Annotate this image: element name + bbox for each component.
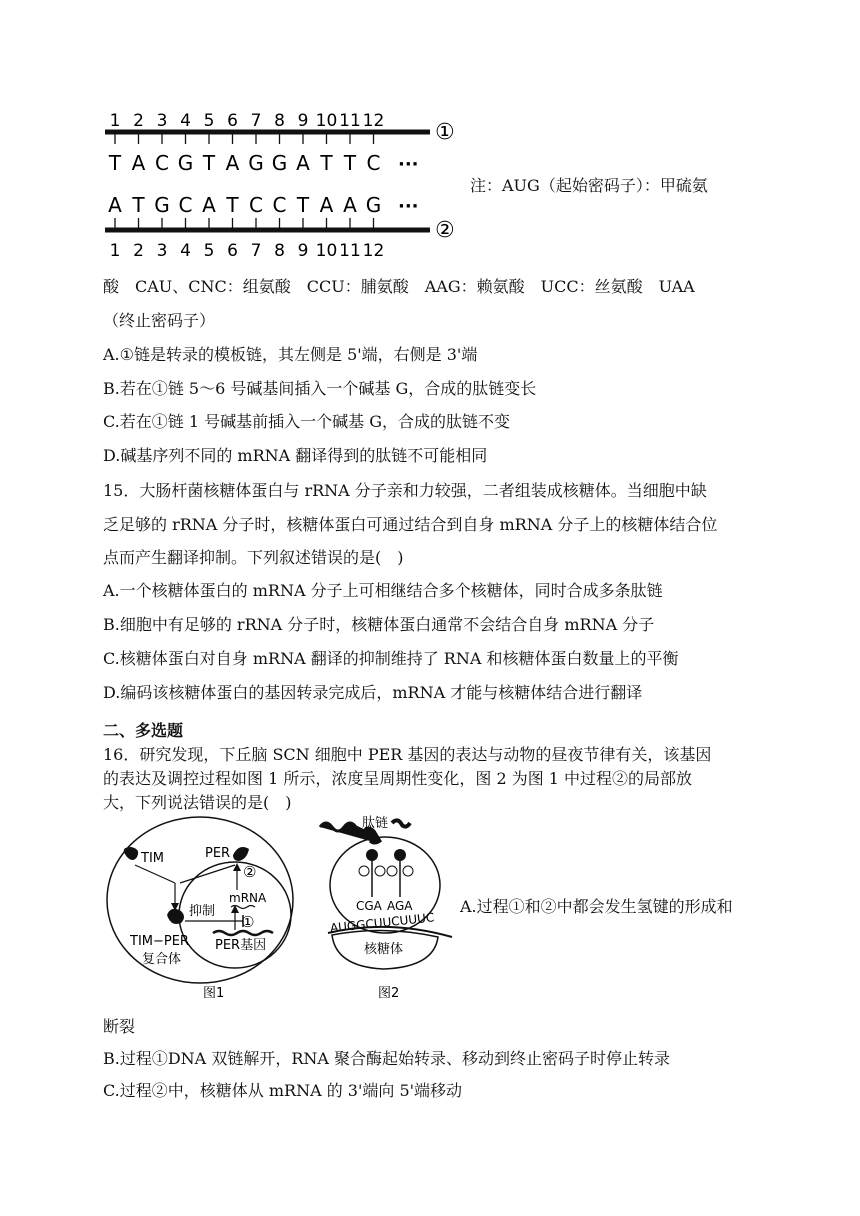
- trna-1-top: [366, 849, 378, 861]
- position-number: 3: [156, 111, 168, 131]
- strand-1-base: G: [271, 151, 288, 175]
- codon-note-line1: 注：AUG（起始密码子）：甲硫氨: [470, 176, 708, 195]
- strand-1-label: ①: [435, 120, 455, 145]
- trna-2-loop-left: [387, 866, 397, 876]
- strand-1-ellipsis: ···: [398, 154, 419, 175]
- q15-option-d: D.编码该核糖体蛋白的基因转录完成后，mRNA 才能与核糖体结合进行翻译: [103, 683, 643, 702]
- strand-2-base: A: [319, 193, 334, 217]
- strand-2-base: C: [249, 193, 263, 217]
- codon-note-line2: 酸 CAU、CNC：组氨酸 CCU：脯氨酸 AAG：赖氨酸 UCC：丝氨酸 UAA: [103, 277, 695, 296]
- position-number: 5: [203, 241, 215, 261]
- strand-1-base: A: [225, 151, 240, 175]
- figure-2-translation-detail: [320, 815, 460, 1005]
- q14-option-a: A.①链是转录的模板链，其左侧是 5'端，右侧是 3'端: [103, 345, 478, 364]
- ribosome-label: 核糖体: [364, 942, 404, 957]
- per-label: PER: [205, 846, 231, 861]
- position-number: 4: [180, 111, 191, 131]
- strand-2-base: T: [296, 193, 310, 217]
- section-title: 二、多选题: [103, 721, 184, 740]
- q16-stem-line3: 大，下列说法错误的是( ): [103, 793, 292, 812]
- strand-2-base: A: [343, 193, 357, 217]
- trna-2-top: [394, 849, 406, 861]
- arrow-head-translation: [233, 863, 241, 871]
- figure-1-caption: 图1: [203, 986, 225, 1001]
- strand-1-base: A: [296, 151, 310, 175]
- position-number: 8: [274, 111, 285, 131]
- trna-1-loop-right: [375, 866, 385, 876]
- position-number: 8: [274, 241, 285, 261]
- q15-stem-line1: 15．大肠杆菌核糖体蛋白与 rRNA 分子亲和力较强，二者组装成核糖体。当细胞中缺: [103, 481, 707, 500]
- peptide-label: 肽链: [362, 816, 389, 831]
- position-number: 3: [156, 241, 168, 261]
- trna-1-loop-left: [359, 866, 369, 876]
- position-number: 2: [133, 111, 144, 131]
- position-number: 9: [297, 111, 309, 131]
- position-number: 7: [250, 111, 262, 131]
- position-number: 10: [315, 241, 338, 261]
- step-2-label: ②: [243, 863, 257, 881]
- q15-option-c: C.核糖体蛋白对自身 mRNA 翻译的抑制维持了 RNA 和核糖体蛋白数量上的平衡: [103, 649, 679, 668]
- per-gene-dna: [213, 931, 273, 935]
- anticodon-2: AGA: [387, 899, 413, 913]
- arrow-per-to-complex: [180, 865, 235, 883]
- strand-2-base: C: [272, 193, 287, 217]
- q16-option-c: C.过程②中，核糖体从 mRNA 的 3'端向 5'端移动: [103, 1081, 463, 1100]
- position-number: 4: [180, 241, 191, 261]
- tim-protein-icon: [124, 847, 138, 860]
- position-number: 7: [250, 241, 262, 261]
- per-protein-icon: [233, 847, 249, 861]
- strand-1-base: T: [320, 151, 333, 175]
- position-number: 11: [339, 111, 361, 131]
- q15-option-b: B.细胞中有足够的 rRNA 分子时，核糖体蛋白通常不会结合自身 mRNA 分子: [103, 615, 655, 634]
- q14-option-b: B.若在①链 5～6 号碱基间插入一个碱基 G，合成的肽链变长: [103, 379, 537, 398]
- tim-per-complex-icon: [167, 909, 184, 924]
- position-number: 1: [109, 111, 121, 131]
- figure-2-caption: 图2: [378, 986, 400, 1001]
- q14-option-d: D.碱基序列不同的 mRNA 翻译得到的肽链不可能相同: [103, 446, 488, 465]
- mrna-label: mRNA: [229, 891, 267, 905]
- strand-1-base: T: [108, 151, 122, 175]
- strand-2-ellipsis: ···: [398, 196, 419, 217]
- strand-1-base: C: [155, 151, 169, 175]
- figure-1-per-gene-regulation: [105, 815, 305, 1005]
- q16-option-a-line1: A.过程①和②中都会发生氢键的形成和: [460, 897, 733, 916]
- position-number: 6: [227, 241, 238, 261]
- step-1-label: ①: [241, 913, 255, 931]
- strand-2-base: G: [365, 193, 382, 217]
- complex-label-line2: 复合体: [142, 952, 182, 967]
- q16-stem-line1: 16．研究发现，下丘脑 SCN 细胞中 PER 基因的表达与动物的昼夜节律有关，该基因: [103, 745, 712, 764]
- strand-1-base: G: [177, 151, 194, 175]
- tim-label: TIM: [141, 851, 164, 866]
- strand-2-base: A: [202, 193, 216, 217]
- q16-option-a-line2: 断裂: [103, 1017, 136, 1036]
- q15-option-a: A.一个核糖体蛋白的 mRNA 分子上可相继结合多个核糖体，同时合成多条肽链: [103, 581, 663, 600]
- strand-2-label: ②: [435, 218, 455, 243]
- strand-1-base: A: [131, 151, 146, 175]
- peptide-fragment-icon: [392, 820, 410, 826]
- q16-option-b: B.过程①DNA 双链解开，RNA 聚合酶起始转录、移动到终止密码子时停止转录: [103, 1049, 671, 1068]
- position-number: 12: [362, 111, 385, 131]
- q15-stem-line2: 乏足够的 rRNA 分子时，核糖体蛋白可通过结合到自身 mRNA 分子上的核糖体结合位: [103, 515, 718, 534]
- per-gene-label: PER基因: [215, 938, 267, 953]
- arrow-tim-to-complex: [135, 865, 175, 883]
- q14-option-c: C.若在①链 1 号碱基前插入一个碱基 G，合成的肽链不变: [103, 412, 510, 431]
- q15-stem-line3: 点而产生翻译抑制。下列叙述错误的是( ): [103, 548, 404, 567]
- codon-note-line3: （终止密码子）: [103, 311, 216, 330]
- strand-1-base: T: [343, 151, 357, 175]
- position-number: 9: [297, 241, 309, 261]
- strand-2-base: A: [108, 193, 122, 217]
- position-number: 2: [133, 241, 144, 261]
- position-number: 5: [203, 111, 215, 131]
- anticodon-1: CGA: [356, 899, 382, 913]
- strand-1-base: G: [248, 151, 264, 175]
- strand-2-base: G: [154, 193, 170, 217]
- position-number: 10: [315, 111, 338, 131]
- mrna-sequence: AUGGCUUCUUUC: [329, 910, 435, 936]
- trna-2-loop-right: [403, 866, 413, 876]
- q16-stem-line2: 的表达及调控过程如图 1 所示，浓度呈周期性变化，图 2 为图 1 中过程②的局部放: [103, 769, 693, 788]
- position-number: 11: [339, 241, 361, 261]
- strand-1-base: C: [366, 151, 381, 175]
- strand-2-base: C: [178, 193, 193, 217]
- position-number: 12: [362, 241, 385, 261]
- strand-2-base: T: [226, 193, 239, 217]
- strand-2-base: T: [132, 193, 145, 217]
- position-number: 1: [109, 241, 121, 261]
- complex-label-line1: TIM−PER: [130, 934, 189, 949]
- inhibit-label: 抑制: [189, 904, 216, 919]
- position-number: 6: [227, 111, 238, 131]
- strand-1-base: T: [202, 151, 216, 175]
